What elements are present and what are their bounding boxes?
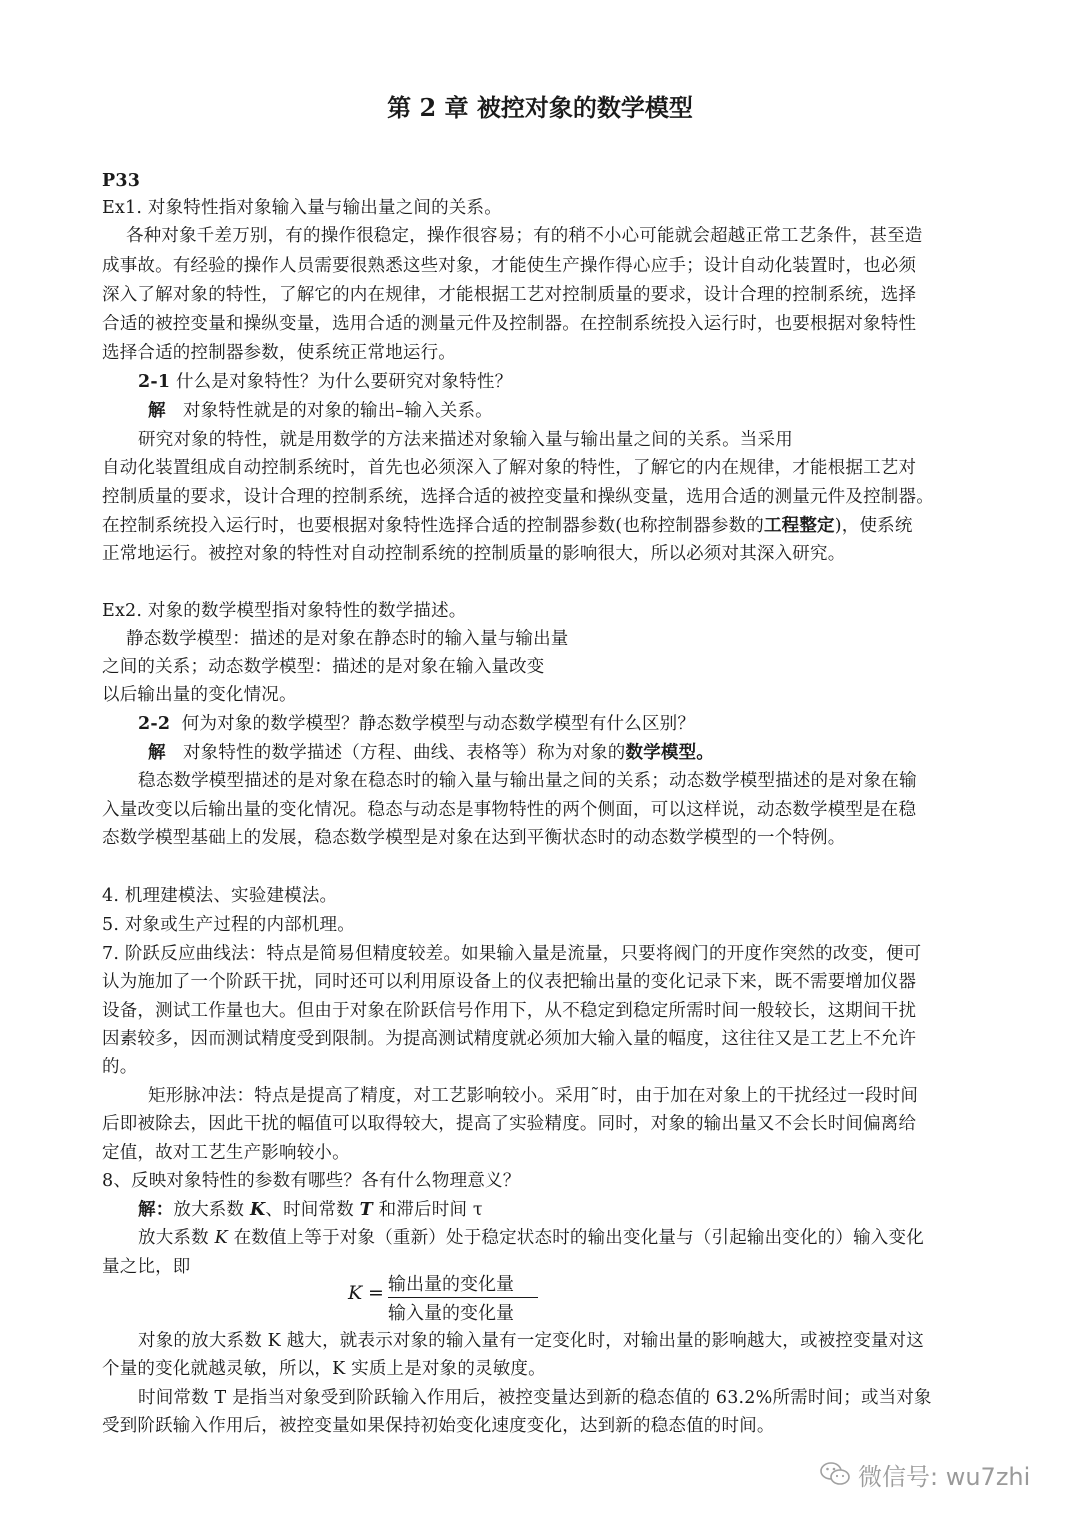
gain-paragraph-line: 个量的变化就越灵敏，所以，K 实质上是对象的灵敏度。 <box>102 1359 546 1379</box>
fraction-bar <box>388 1297 538 1298</box>
ex2-line: 之间的关系；动态数学模型：描述的是对象在输入量改变 <box>102 657 545 677</box>
answer-label: 解 <box>148 743 166 763</box>
wechat-icon <box>820 1461 850 1487</box>
ex1-paragraph-line: 成事故。有经验的操作人员需要很熟悉这些对象，才能使生产操作得心应手；设计自动化装置时，也必须 <box>102 256 917 276</box>
answer-paragraph-line: 自动化装置组成自动控制系统时，首先也必须深入了解对象的特性，了解它的内在规律，才能根据工艺对 <box>102 458 917 478</box>
gain-paragraph-line: 量之比，即 <box>102 1257 191 1277</box>
page-reference: P33 <box>102 171 141 191</box>
question-2-1 <box>138 369 512 395</box>
answer-text: 放大系数 <box>173 1200 250 1220</box>
list-item: 7. 阶跃反应曲线法：特点是简易但精度较差。如果输入量是流量，只要将阀门的开度作突然的改变，便可 <box>102 944 922 964</box>
emphasis-term: 工程整定 <box>763 516 835 536</box>
list-item: 5. 对象或生产过程的内部机理。 <box>102 915 355 935</box>
list-item: 4. 机理建模法、实验建模法。 <box>102 886 338 906</box>
answer-text: 对象特性就是的对象的输出–输入关系。 <box>183 401 493 421</box>
answer-paragraph-line: 入量改变以后输出量的变化情况。稳态与动态是事物特性的两个侧面，可以这样说，动态数学模型是在稳 <box>102 800 917 820</box>
question-text: 什么是对象特性？为什么要研究对象特性？ <box>175 372 513 392</box>
symbol-k: K <box>249 1200 266 1220</box>
gain-paragraph-line <box>138 1225 924 1251</box>
formula-denominator: 输入量的变化量 <box>388 1303 514 1324</box>
formula-k: K <box>348 1282 363 1304</box>
emphasis-term: 数学模型。 <box>625 743 714 763</box>
ex1-paragraph-line: 各种对象千差万别，有的操作很稳定，操作很容易；有的稍不小心可能就会超越正常工艺条件，甚至造 <box>126 226 923 246</box>
ex2-heading: Ex2. 对象的数学模型指对象特性的数学描述。 <box>102 601 467 621</box>
wechat-watermark <box>820 1456 1030 1492</box>
list-item-line: 设备，测试工作量也大。但由于对象在阶跃信号作用下，从不稳定到稳定所需时间一般较长，这期间干扰 <box>102 1001 917 1021</box>
ex2-line: 静态数学模型：描述的是对象在静态时的输入量与输出量 <box>126 629 569 649</box>
ex1-paragraph-line: 深入了解对象的特性，了解它的内在规律，才能根据工艺对控制质量的要求，设计合理的控制系统，选择 <box>102 285 917 305</box>
answer-text: )，使系统 <box>834 516 913 536</box>
ex1-heading: Ex1. 对象特性指对象输入量与输出量之间的关系。 <box>102 198 502 218</box>
answer-paragraph-line: 态数学模型基础上的发展，稳态数学模型是对象在达到平衡状态时的动态数学模型的一个特例。 <box>102 828 846 848</box>
page-title: 第 2 章 被控对象的数学模型 <box>387 93 693 122</box>
list-item-line: 认为施加了一个阶跃干扰，同时还可以利用原设备上的仪表把输出量的变化记录下来，既不需要增加仪器 <box>102 972 917 992</box>
ex1-paragraph-line: 选择合适的控制器参数，使系统正常地运行。 <box>102 343 456 363</box>
ex1-paragraph-line: 合适的被控变量和操纵变量，选用合适的测量元件及控制器。在控制系统投入运行时，也要根据对象特性 <box>102 314 917 334</box>
answer-text: 在数值上等于对象（重新）处于稳定状态时的输出变化量与（引起输出变化的）输入变化 <box>227 1228 924 1248</box>
ex2-line: 以后输出量的变化情况。 <box>102 685 297 705</box>
rect-pulse-line: 定值，故对工艺生产影响较小。 <box>102 1143 350 1163</box>
answer-paragraph-line: 稳态数学模型描述的是对象在稳态时的输入量与输出量之间的关系；动态数学模型描述的是对象在输 <box>138 771 917 791</box>
time-constant-line: 受到阶跃输入作用后，被控变量如果保持初始变化速度变化，达到新的稳态值的时间。 <box>102 1416 775 1436</box>
answer-paragraph-line: 研究对象的特性，就是用数学的方法来描述对象输入量与输出量之间的关系。当采用 <box>138 430 793 450</box>
symbol-t: T <box>359 1200 373 1220</box>
list-item-line: 因素较多，因而测试精度受到限制。为提高测试精度就必须加大输入量的幅度，这往往又是工艺上不允许 <box>102 1029 917 1049</box>
answer-paragraph-line: 正常地运行。被控对象的特性对自动控制系统的控制质量的影响很大，所以必须对其深入研究。 <box>102 544 846 564</box>
list-item-line: 的。 <box>102 1057 138 1077</box>
question-text: 何为对象的数学模型？静态数学模型与动态数学模型有什么区别？ <box>181 714 696 734</box>
question-2-2 <box>138 711 695 737</box>
answer-paragraph-line <box>102 513 913 539</box>
answer-label: 解 <box>148 401 166 421</box>
formula-equals: = <box>368 1282 384 1304</box>
symbol-k: K <box>214 1228 228 1248</box>
time-constant-line: 时间常数 T 是指当对象受到阶跃输入作用后，被控变量达到新的稳态值的 63.2%所需时间；或当对象 <box>138 1388 932 1408</box>
answer-label: 解： <box>138 1200 174 1220</box>
rect-pulse-line: 矩形脉冲法：特点是提高了精度，对工艺影响较小。采用˜时，由于加在对象上的干扰经过一段时间 <box>148 1086 919 1106</box>
answer-text: 和滞后时间 τ <box>372 1200 483 1220</box>
list-item: 8、反映对象特性的参数有哪些？各有什么物理意义？ <box>102 1171 521 1191</box>
answer-2-1 <box>148 398 493 424</box>
rect-pulse-line: 后即被除去，因此干扰的幅值可以取得较大，提高了实验精度。同时，对象的输出量又不会长时间偏离给 <box>102 1114 917 1134</box>
question-number: 2-1 <box>138 372 171 392</box>
answer-paragraph-line: 控制质量的要求，设计合理的控制系统，选择合适的被控变量和操纵变量，选用合适的测量元件及控制器。 <box>102 487 934 507</box>
gain-paragraph-line: 对象的放大系数 K 越大，就表示对象的输入量有一定变化时，对输出量的影响越大，或被控变量对这 <box>138 1331 924 1351</box>
watermark-text: 微信号: wu7zhi <box>858 1462 1031 1491</box>
formula-numerator: 输出量的变化量 <box>388 1274 514 1295</box>
answer-8 <box>138 1197 483 1223</box>
answer-2-2 <box>148 740 714 766</box>
answer-text: 对象特性的数学描述（方程、曲线、表格等）称为对象的 <box>183 743 626 763</box>
answer-text: 放大系数 <box>138 1228 215 1248</box>
answer-text: 在控制系统投入运行时，也要根据对象特性选择合适的控制器参数(也称控制器参数的 <box>102 516 764 536</box>
answer-text: 、时间常数 <box>265 1200 360 1220</box>
question-number: 2-2 <box>138 714 171 734</box>
